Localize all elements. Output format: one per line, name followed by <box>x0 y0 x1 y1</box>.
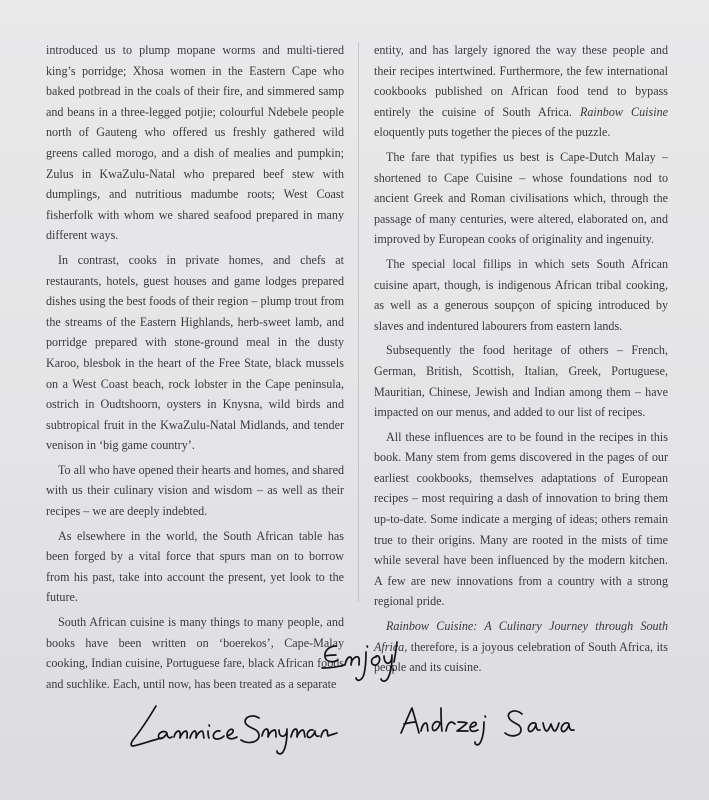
right-paragraph-6 <box>374 616 668 678</box>
right-paragraph-2: The fare that typifies us best is Cape-Dutch Malay – shortened to Cape Cuisine – whose foundations nod to ancient Greek and Roman civilisations which, through the passage of many centuries, were altered, elaborated on, and improved by European cooks of originality and ingenuity. <box>374 149 668 247</box>
right-paragraph-6-text: , therefore, is a joyous celebration of South Africa, its people and its cuisine. <box>374 639 668 675</box>
right-paragraph-5: All these influences are to be found in the recipes in this book. Many stem from gems discovered in the pages of our earliest cookbooks, themselves adaptations of European recipes – most requiring a dash of innovation to bring them up-to-date. Some indicate a merging of ideas; others remain true to their origins. Many are rooted in the mists of time while several have been influenced by the modern kitchen. A few are new innovations from a country with a strong regional pride. <box>374 429 668 609</box>
left-text-column <box>46 40 344 698</box>
book-full-title: Rainbow Cuisine: A Culinary Journey through South Africa <box>374 619 668 654</box>
signature-lannice-snyman <box>131 706 337 754</box>
right-paragraph-4: Subsequently the food heritage of others – French, German, British, Scottish, Italian, Greek, Portuguese, Mauritian, Chinese, Jewish and Indian among them – have impacted on our menus, and added to our list of recipes. <box>374 343 668 420</box>
right-text-column <box>374 40 668 682</box>
left-paragraph-3: To all who have opened their hearts and homes, and shared with us their culinary vision and wisdom – as well as their recipes – we are deeply indebted. <box>46 462 344 519</box>
right-paragraph-1-text-b: eloquently puts together the pieces of the puzzle. <box>374 125 611 140</box>
left-paragraph-5: South African cuisine is many things to many people, and books have been written on ‘boerekos’, Cape-Malay cooking, Indian cuisine, Portuguese fare, black African foods and suchlike. Each, until now, has been treated as a separate <box>46 615 344 691</box>
left-paragraph-4: As elsewhere in the world, the South African table has been forged by a vital force that spurs man on to borrow from his past, take into account the present, yet look to the future. <box>46 528 344 605</box>
right-paragraph-3: The special local fillips in which sets South African cuisine apart, though, is indigenous African tribal cooking, as well as a generous soupçon of spicing introduced by slaves and indentured labourers from eastern lands. <box>374 256 668 333</box>
left-paragraph-1: introduced us to plump mopane worms and multi-tiered king’s porridge; Xhosa women in the Eastern Cape who baked potbread in the coals of their fire, and simmered samp and beans in a three-legged potjie; colourful Ndebele people north of Gauteng who offered us freshly gathered wild greens called morogo, and a dish of mealies and pumpkin; Zulus in KwaZulu-Natal who prepared beef stew with dumplings, and nutritious madumbe roots; West Coast fisherfolk with whom we shared seafood prepared in many different ways. <box>46 43 344 243</box>
left-paragraph-2: In contrast, cooks in private homes, and chefs at restaurants, hotels, guest houses and game lodges prepared dishes using the best foods of their region – plump trout from the streams of the Eastern Highlands, herb-sweet lamb, and porridge prepared with stone-ground meal in the dusty Karoo, blesbok in the heart of the Free State, black mussels on a West Coast beach, rock lobster in the Cape peninsula, ostrich in Oudtshoorn, oysters in Knysna, wild birds and subtropical fruit in the KwaZulu-Natal Midlands, and tender venison in ‘big game country’. <box>46 252 344 453</box>
book-title-inline: Rainbow Cuisine <box>579 104 668 119</box>
right-paragraph-1-text-a: entity, and has largely ignored the way these people and their recipes intertwined. Furthermore, the few international cookbooks published on African food tend to bypass entirely the cuisine of South Africa. <box>374 43 668 119</box>
signature-andrzej-sawa <box>401 708 574 745</box>
column-gutter <box>358 42 359 602</box>
right-paragraph-1 <box>374 40 668 143</box>
